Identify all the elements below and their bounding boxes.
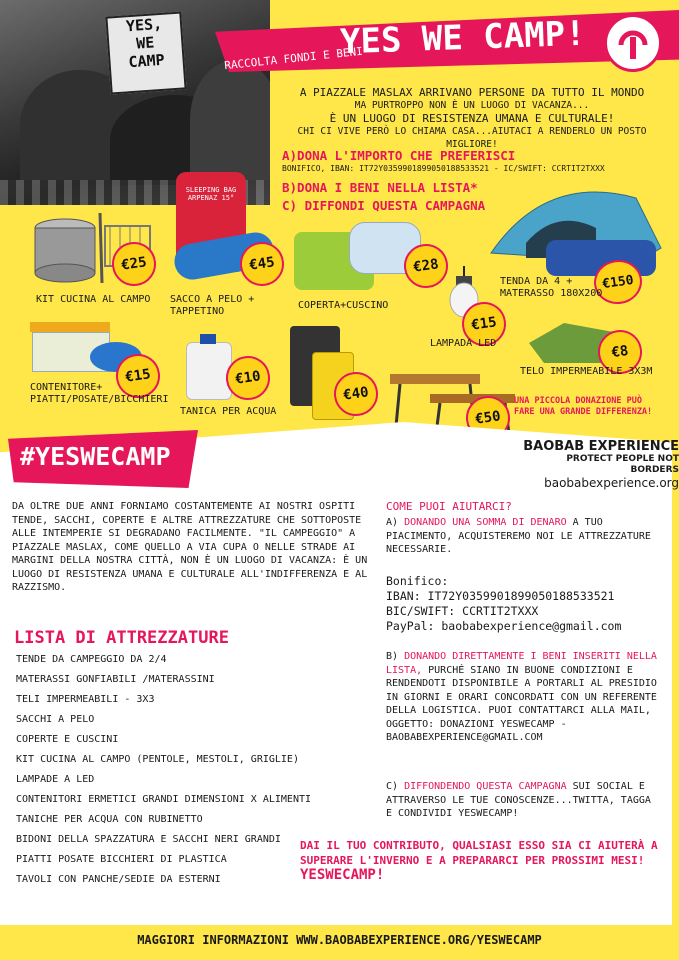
bank-details: Bonifico: IBAN: IT72Y0359901899050188533521 BIC/SWIFT: CCRTIT2TXXX PayPal: baobabexperience@gmail.com: [386, 574, 622, 633]
item-label: KIT CUCINA AL CAMPO: [36, 294, 151, 305]
baobab-site-link[interactable]: baobabexperience.org: [544, 476, 679, 490]
price-badge: €28: [401, 241, 451, 291]
intro-text: A PIAZZALE MASLAX ARRIVANO PERSONE DA TUTTO IL MONDO MA PURTROPPO NON È UN LUOGO DI VACANZA... È UN LUOGO DI RESISTENZA UMANA E CULTURALE! CHI CI VIVE PERÒ LO CHIAMA CASA...AIUTACI A RENDERLO UN POSTO MIGLIORE!: [297, 86, 647, 150]
list-item: CONTENITORI ERMETICI GRANDI DIMENSIONI X ALIMENTI: [16, 794, 312, 805]
list-item: KIT CUCINA AL CAMPO (PENTOLE, MESTOLI, GRIGLIE): [16, 754, 299, 765]
hashtag-banner: #YESWECAMP: [8, 430, 198, 490]
item-label: TANICA PER ACQUA: [180, 406, 277, 417]
price-badge: €10: [223, 353, 273, 403]
item-label: COPERTA+CUSCINO: [298, 300, 389, 311]
option-a: A)DONA L'IMPORTO CHE PREFERISCI: [282, 148, 516, 163]
list-item: TELI IMPERMEABILI - 3X3: [16, 694, 155, 705]
list-item: TANICHE PER ACQUA CON RUBINETTO: [16, 814, 203, 825]
iban-value: IBAN: IT72Y0359901899050188533521: [386, 589, 615, 603]
list-item: TENDE DA CAMPEGGIO DA 2/4: [16, 654, 167, 665]
item-label: LAMPADA LED: [430, 338, 497, 349]
list-title: LISTA DI ATTREZZATURE: [14, 628, 229, 648]
closing-message: DAI IL TUO CONTRIBUTO, QUALSIASI ESSO SIA CI AIUTERÀ A SUPERARE L'INVERNO E A PREPARARCI PER PROSSIMI MESI! YESWECAMP!: [300, 839, 658, 883]
item-label: TELO IMPERMEABILE 3X3M: [520, 366, 653, 377]
iban-line: BONIFICO, IBAN: IT72Y0359901899050188533521 - IC/SWIFT: CCRTIT2TXXX: [282, 164, 605, 173]
lid-icon: [30, 322, 110, 332]
option-c: C) DIFFONDI QUESTA CAMPAGNA: [282, 198, 486, 213]
help-option-a: A) DONANDO UNA SOMMA DI DENARO A TUO PIACIMENTO, ACQUISTEREMO NOI LE ATTREZZATURE NECESSARIE.: [386, 517, 651, 555]
option-b: B)DONA I BENI NELLA LISTA*: [282, 180, 478, 195]
footer: [0, 925, 679, 960]
list-item: BIDONI DELLA SPAZZATURA E SACCHI NERI GRANDI: [16, 834, 281, 845]
paypal-value: PayPal: baobabexperience@gmail.com: [386, 619, 622, 633]
baobab-brand: BAOBAB EXPERIENCE PROTECT PEOPLE NOT BORDERS baobabexperience.org: [520, 440, 679, 490]
help-option-c: C) DIFFONDENDO QUESTA CAMPAGNA SUI SOCIAL E ATTRAVERSO LE TUE CONOSCENZE...TWITTA, TAGGA E CONDIVIDI YESWECAMP!: [386, 781, 651, 819]
price-badge: €150: [591, 257, 645, 307]
item-label: SACCO A PELO + TAPPETINO: [170, 294, 255, 317]
tent-image: [486, 178, 666, 282]
price-badge: €15: [113, 351, 163, 401]
help-title: COME PUOI AIUTARCI?: [386, 500, 512, 513]
price-badge: €40: [331, 369, 381, 419]
tree-icon: [613, 23, 653, 63]
list-item: COPERTE E CUSCINI: [16, 734, 119, 745]
baobab-logo: [604, 14, 662, 72]
jerrycan-icon: [186, 342, 232, 400]
list-item: PIATTI POSATE BICCHIERI DI PLASTICA: [16, 854, 227, 865]
price-badge: €8: [595, 327, 645, 377]
item-label: TENDA DA 4 + MATERASSO 180X200: [500, 276, 603, 299]
page-title: YES WE CAMP!: [339, 13, 587, 63]
item-label: CONTENITORE+ PIATTI/POSATE/BICCHIERI: [30, 382, 169, 405]
footer-link[interactable]: MAGGIORI INFORMAZIONI WWW.BAOBABEXPERIENCE.ORG/YESWECAMP: [137, 933, 542, 947]
price-badge: €15: [459, 299, 509, 349]
list-item: SACCHI A PELO: [16, 714, 95, 725]
list-item: LAMPADE A LED: [16, 774, 95, 785]
price-badge: €25: [109, 239, 159, 289]
bic-value: BIC/SWIFT: CCRTIT2TXXX: [386, 604, 539, 618]
intro-paragraph: DA OLTRE DUE ANNI FORNIAMO COSTANTEMENTE AI NOSTRI OSPITI TENDE, SACCHI, COPERTE E ALTRE ATTREZZATURE CHE SOTTOPOSTE ALLE INTEMPERIE SI DEGRADANO FACILMENTE. "IL CAMPEGGIO" A PIAZZALE MASLAX, COME QUELLO A VIA CUPA O NELLE STRADE AI MARGINI DELLA NOSTRA CITTÀ, NON È UN LUOGO DI VACANZA: È UN LUOGO DI RESISTENZA UMANA E CULTURALE ALL'INDIFFERENZA E AL RAZZISMO.: [12, 501, 368, 593]
help-option-b: B) DONANDO DIRETTAMENTE I BENI INSERITI NELLA LISTA, PURCHÉ SIANO IN BUONE CONDIZIONI E RENDENDOTI DISPONIBILE A PORTARLI AL PRESIDIO IN GIORNI E ORARI CONCORDATI CON UN REFERENTE DELLA LOGISTICA. PUOI CONTATTARCI ALLA MAIL, OGGETTO: DONAZIONI YESWECAMP - BAOBABEXPERIENCE@GMAIL.COM: [386, 651, 657, 743]
sleeping-bag-icon: SLEEPING BAG ARPENAZ 15°: [176, 172, 246, 272]
list-item: MATERASSI GONFIABILI /MATERASSINI: [16, 674, 215, 685]
price-badge: €50: [463, 393, 513, 443]
price-badge: €45: [237, 239, 287, 289]
list-item: TAVOLI CON PANCHE/SEDIE DA ESTERNI: [16, 874, 221, 885]
yes-we-camp-sign: YES, WE CAMP: [105, 11, 186, 94]
raccolta-label: RACCOLTA FONDI E BENI: [223, 44, 364, 73]
small-donation-note: UNA PICCOLA DONAZIONE PUÒ FARE UNA GRANDE DIFFERENZA!: [514, 396, 653, 417]
